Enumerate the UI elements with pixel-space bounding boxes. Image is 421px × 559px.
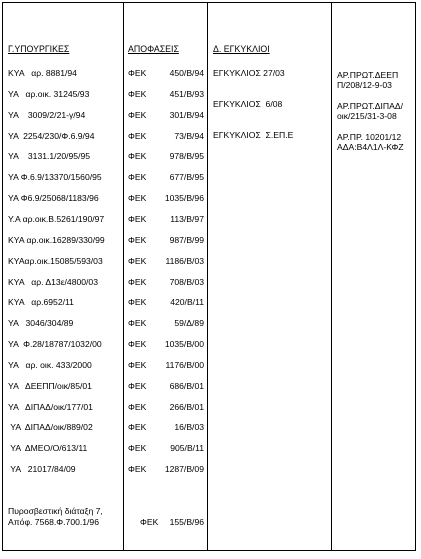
circular-ref-line2: ΑΔΑ:Β4Λ1Λ-ΚΦΖ [337, 142, 404, 152]
fek-number: 708/Β/03 [169, 276, 204, 287]
last-row-line2: Απόφ. 7568.Φ.700.1/96 [8, 517, 99, 527]
fek-number: 73/Β/94 [174, 130, 204, 141]
fek-number: 301/Β/94 [169, 109, 204, 120]
fek-number: 1035/Β/00 [164, 339, 204, 350]
decision-ref: ΚΥΑ αρ.6952/11 [8, 297, 74, 308]
decision-ref: ΥΑ 3131.1/20/95/95 [8, 151, 91, 162]
header-decisions: ΑΠΟΦΑΣΕΙΣ [128, 44, 179, 54]
decision-ref: ΥΑ Φ.28/18787/1032/00 [8, 339, 102, 350]
fek-label: ΦΕΚ [128, 109, 147, 120]
decision-ref: ΚΥΑ αρ. Δ13ε/4800/03 [8, 276, 98, 287]
decision-ref: ΥΑ ΔΙΠΑΔ/οικ/889/02 [8, 422, 93, 433]
column-divider-2 [207, 2, 208, 551]
fek-number: 1186/Β/03 [165, 255, 204, 266]
fek-label: ΦΕΚ [128, 213, 147, 224]
last-row-fek-label: ΦΕΚ [140, 517, 159, 527]
fek-label: ΦΕΚ [128, 234, 147, 245]
fek-label: ΦΕΚ [128, 422, 147, 433]
fek-number: 16/Β/03 [174, 422, 204, 433]
decision-ref: ΥΑ Φ.6.9/13370/1560/95 [8, 172, 102, 183]
column-divider-1 [123, 2, 124, 551]
decision-ref: ΚΥΑ αρ. 8881/94 [8, 68, 77, 78]
fek-number: 1287/Β/09 [164, 464, 204, 475]
decision-ref: Υ.Α αρ.οικ.Β.5261/190/97 [8, 213, 105, 224]
fek-number: 905/Β/11 [170, 443, 204, 454]
column-divider-3 [331, 2, 332, 551]
fek-number: 59/Δ/89 [174, 318, 204, 329]
decision-ref: ΥΑ Φ6.9/25068/1183/96 [8, 193, 99, 204]
fek-label: ΦΕΚ [128, 297, 147, 308]
last-row-fek-number: 155/Β/96 [169, 517, 204, 527]
fek-number: 987/Β/99 [169, 234, 204, 245]
circular-name: ΕΓΚΥΚΛΙΟΣ 27/03 [213, 68, 285, 78]
fek-label: ΦΕΚ [128, 130, 147, 141]
fek-label: ΦΕΚ [128, 339, 147, 350]
decision-ref: ΥΑ 2254/230/Φ.6.9/94 [8, 130, 95, 141]
circular-ref-line1: ΑΡ.ΠΡΩΤ.ΔΕΕΠ [337, 70, 399, 80]
fek-number: 451/Β/93 [169, 88, 204, 99]
decision-ref: ΥΑ αρ.οικ. 31245/93 [8, 88, 90, 99]
fek-number: 677/Β/95 [169, 172, 204, 183]
fek-label: ΦΕΚ [128, 401, 147, 412]
fek-number: 1176/Β/00 [165, 359, 204, 370]
circular-ref-line1: ΑΡ.ΠΡ. 10201/12 [337, 132, 402, 142]
decision-ref: ΥΑ ΔΙΠΑΔ/οικ/177/01 [8, 401, 93, 412]
fek-label: ΦΕΚ [128, 151, 147, 162]
decision-ref: ΥΑ αρ. οικ. 433/2000 [8, 359, 92, 370]
fek-label: ΦΕΚ [128, 443, 147, 454]
fek-label: ΦΕΚ [128, 172, 147, 183]
decision-ref: ΥΑ 3009/2/21-γ/94 [8, 109, 86, 120]
last-row-line1: Πυροσβεστική διάταξη 7, [8, 506, 103, 516]
fek-number: 113/Β/97 [170, 213, 204, 224]
circular-name: ΕΓΚΥΚΛΙΟΣ 6/08 [213, 99, 283, 109]
fek-number: 1035/Β/96 [164, 193, 204, 204]
fek-number: 686/Β/01 [169, 380, 204, 391]
fek-label: ΦΕΚ [128, 193, 147, 204]
fek-label: ΦΕΚ [128, 68, 147, 78]
decision-ref: ΥΑ 21017/84/09 [8, 464, 76, 475]
fek-number: 978/Β/95 [169, 151, 204, 162]
fek-label: ΦΕΚ [128, 359, 147, 370]
circular-ref-line1: ΑΡ.ΠΡΩΤ.ΔΙΠΑΔ/ [337, 101, 404, 111]
decision-ref: ΚΥΑ αρ.οικ.16289/330/99 [8, 234, 105, 245]
circular-name: ΕΓΚΥΚΛΙΟΣ Σ.ΕΠ.Ε [213, 130, 294, 140]
decision-ref: ΚΥΑαρ.οικ.15085/593/03 [8, 255, 103, 266]
decision-ref: ΥΑ ΔΕΕΠΠ/οικ/85/01 [8, 380, 92, 391]
header-circulars: Δ. ΕΓΚΥΚΛΙΟΙ [213, 44, 270, 54]
fek-label: ΦΕΚ [128, 255, 147, 266]
header-ministerial: Γ.ΥΠΟΥΡΓΙΚΕΣ [8, 44, 70, 54]
fek-label: ΦΕΚ [128, 380, 147, 391]
fek-number: 266/Β/01 [169, 401, 204, 412]
fek-number: 450/Β/94 [169, 68, 204, 78]
decision-ref: ΥΑ 3046/304/89 [8, 318, 74, 329]
circular-ref-line2: οικ/215/31-3-08 [337, 111, 397, 121]
fek-label: ΦΕΚ [128, 276, 147, 287]
decision-ref: ΥΑ ΔΜΕΟ/Ο/613/11 [8, 443, 88, 454]
fek-label: ΦΕΚ [128, 318, 147, 329]
fek-number: 420/Β/11 [170, 297, 204, 308]
circular-ref-line2: Π/208/12-9-03 [337, 80, 392, 90]
fek-label: ΦΕΚ [128, 88, 147, 99]
fek-label: ΦΕΚ [128, 464, 147, 475]
